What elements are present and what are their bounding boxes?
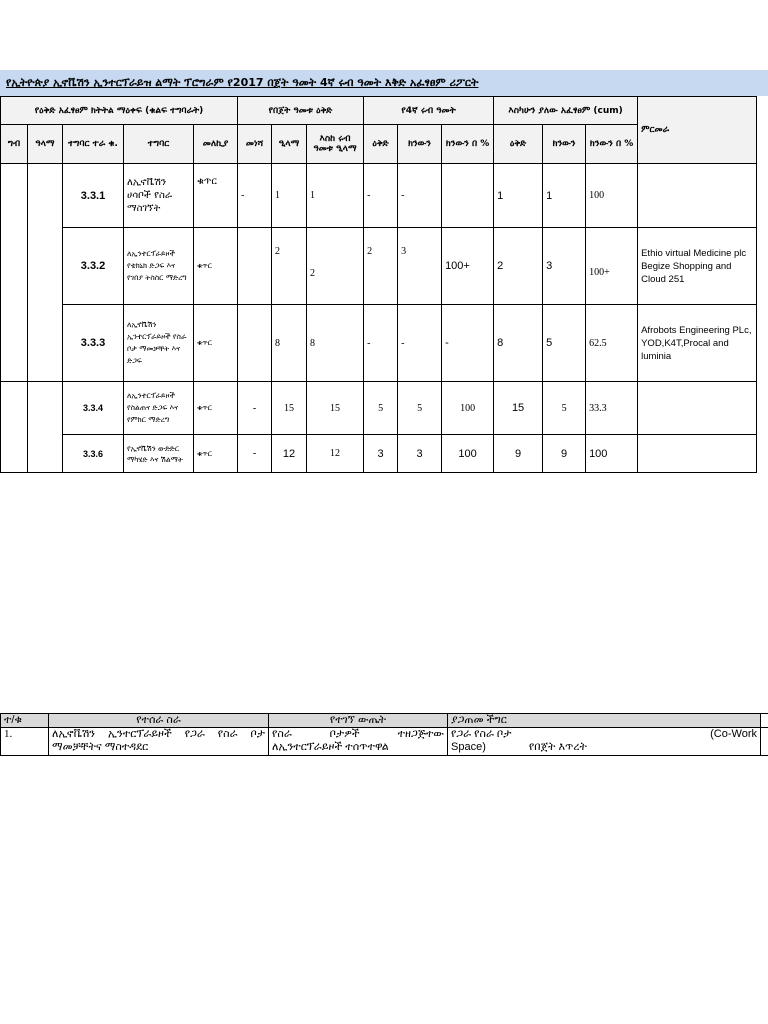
cum-plan-cell: 15 <box>494 382 543 435</box>
challenge-cell <box>448 728 761 756</box>
cum-plan-cell: 1 <box>494 164 543 228</box>
serial-cell: 3.3.4 <box>63 382 124 435</box>
plan-performance-table <box>0 96 757 473</box>
col-cum-pct: ክንውን በ % <box>586 125 638 164</box>
table-row <box>1 435 757 473</box>
quarter-pct-cell: - <box>442 305 494 382</box>
cum-pct-cell: 100+ <box>586 228 638 305</box>
cum-plan-cell: 2 <box>494 228 543 305</box>
goal-cell <box>1 382 28 473</box>
serial-cell: 3.3.1 <box>63 164 124 228</box>
col-serial: ተግባር ተራ ቁ. <box>63 125 124 164</box>
col-result: የተገኘ ውጤት <box>269 714 448 728</box>
quarter-pct-cell: 100 <box>442 435 494 473</box>
col-challenge: ያጋጠመ ችግር <box>448 714 761 728</box>
activity-cell: ለኢኖቬሽን ኢንተርፕራይዞች የስራ ቦታ ማመቻቸት እና ድጋፍ <box>124 305 194 382</box>
objective-cell <box>28 164 63 382</box>
group-header-plan: የዕቅድ አፈፃፀም ክትትል ማዕቀፍ (ቁልፍ ተግባራት) <box>1 97 238 125</box>
cum-pct-cell: 62.5 <box>586 305 638 382</box>
spacer-cell <box>761 714 768 728</box>
col-quarter-actual: ክንውን <box>398 125 442 164</box>
remark-cell <box>638 382 757 435</box>
target-cell: 2 <box>272 228 307 305</box>
cum-actual-cell: 9 <box>543 435 586 473</box>
quarter-actual-cell: 3 <box>398 228 442 305</box>
activity-cell: ለኢንተርፕራይዞች የስልጠና ድጋፍ እና የምክር ማድረግ <box>124 382 194 435</box>
quarter-actual-cell: 3 <box>398 435 442 473</box>
cum-actual-cell: 5 <box>543 382 586 435</box>
quarter-plan-cell: - <box>364 305 398 382</box>
goal-cell <box>1 164 28 382</box>
cum-target-cell: 15 <box>307 382 364 435</box>
cum-actual-cell: 1 <box>543 164 586 228</box>
cum-pct-cell: 100 <box>586 164 638 228</box>
col-number: ተ/ቁ <box>1 714 49 728</box>
cum-actual-cell: 5 <box>543 305 586 382</box>
remark-cell: Afrobots Engineering PLc, YOD,K4T,Procal and luminia <box>638 305 757 382</box>
baseline-cell: - <box>238 382 272 435</box>
baseline-cell: - <box>238 435 272 473</box>
quarter-pct-cell: 100+ <box>442 228 494 305</box>
remark-cell: Ethio virtual Medicine plc Begize Shopping and Cloud 251 <box>638 228 757 305</box>
target-cell: 1 <box>272 164 307 228</box>
col-cum-target: እስከ ሩብ ዓመቱ ዒላማ <box>307 125 364 164</box>
col-baseline: መነሻ <box>238 125 272 164</box>
serial-cell: 3.3.6 <box>63 435 124 473</box>
col-target: ዒላማ <box>272 125 307 164</box>
unit-cell: ቁጥር <box>194 382 238 435</box>
result-cell: የስራ ቦታዎች ተዘጋጅተው ለኢንተርፕራይዞች ተሰጥተዋል <box>269 728 448 756</box>
cum-pct-cell: 100 <box>586 435 638 473</box>
row-number: 1. <box>1 728 49 756</box>
serial-cell: 3.3.3 <box>63 305 124 382</box>
target-cell: 8 <box>272 305 307 382</box>
cum-actual-cell: 3 <box>543 228 586 305</box>
baseline-cell: - <box>238 164 272 228</box>
col-cum-actual: ክንውን <box>543 125 586 164</box>
activity-cell: የኢኖቬሽን ውድድር ማካሄድ እና ሽልማት <box>124 435 194 473</box>
cum-plan-cell: 9 <box>494 435 543 473</box>
activity-cell: ለኢንተርፕራይዞች የቴክኒክ ድጋፍ እና የገበያ ትስስር ማድረግ <box>124 228 194 305</box>
unit-cell: ቁጥር <box>194 435 238 473</box>
quarter-actual-cell: - <box>398 305 442 382</box>
quarter-plan-cell: 5 <box>364 382 398 435</box>
remark-cell <box>638 164 757 228</box>
quarter-pct-cell <box>442 164 494 228</box>
challenge-text-a: የጋራ የስራ ቦታ <box>451 728 512 740</box>
cum-pct-cell: 33.3 <box>586 382 638 435</box>
col-cum-plan: ዕቅድ <box>494 125 543 164</box>
quarter-actual-cell: - <box>398 164 442 228</box>
col-goal: ግብ <box>1 125 28 164</box>
table-row <box>1 382 757 435</box>
task-summary-table <box>0 713 768 756</box>
objective-cell <box>28 382 63 473</box>
unit-cell: ቁጥር <box>194 164 238 228</box>
group-header-annual: የበጀት ዓመቱ ዕቅድ <box>238 97 364 125</box>
group-header-cumulative: እስካሁን ያለው አፈፃፀም (cum) <box>494 97 638 125</box>
challenge-text-b: (Co-Work <box>710 728 757 740</box>
cum-target-cell: 2 <box>307 228 364 305</box>
baseline-cell <box>238 228 272 305</box>
serial-cell: 3.3.2 <box>63 228 124 305</box>
target-cell: 12 <box>272 435 307 473</box>
col-quarter-plan: ዕቅድ <box>364 125 398 164</box>
quarter-plan-cell: 3 <box>364 435 398 473</box>
quarter-plan-cell: - <box>364 164 398 228</box>
cum-target-cell: 1 <box>307 164 364 228</box>
cum-target-cell: 12 <box>307 435 364 473</box>
challenge-text-d: የበጀት እጥረት <box>528 741 587 753</box>
col-objective: ዓላማ <box>28 125 63 164</box>
baseline-cell <box>238 305 272 382</box>
target-cell: 15 <box>272 382 307 435</box>
col-activity: ተግባር <box>124 125 194 164</box>
cum-target-cell: 8 <box>307 305 364 382</box>
quarter-pct-cell: 100 <box>442 382 494 435</box>
table-row <box>1 228 757 305</box>
table-row <box>1 728 768 756</box>
remark-cell <box>638 435 757 473</box>
remark-header: ምርመራ <box>638 97 757 164</box>
report-title: የኢትዮጵያ ኢኖቬሽን ኢንተርፕራይዝ ልማት ፕሮግራም የ2017 በጀት ዓመት 4ኛ ሩብ ዓመት እቅድ አፈፃፀም ሪፖርት <box>6 76 479 89</box>
unit-cell: ቁጥር <box>194 305 238 382</box>
task-cell: ለኢኖቬሽን ኢንተርፕራይዞች የጋራ የስራ ቦታ ማመቻቸትና ማስተዳደር <box>49 728 269 756</box>
group-header-quarter: የ4ኛ ሩብ ዓመት <box>364 97 494 125</box>
unit-cell: ቁጥር <box>194 228 238 305</box>
table-row <box>1 164 757 228</box>
table-row <box>1 305 757 382</box>
challenge-text-c: Space) <box>451 741 486 753</box>
cum-plan-cell: 8 <box>494 305 543 382</box>
quarter-plan-cell: 2 <box>364 228 398 305</box>
col-unit: መለኪያ <box>194 125 238 164</box>
spacer-cell <box>761 728 768 756</box>
quarter-actual-cell: 5 <box>398 382 442 435</box>
col-quarter-pct: ክንውን በ % <box>442 125 494 164</box>
activity-cell: ለኢኖቬሽን ሀሳቦች የስራ ማስገኘት <box>124 164 194 228</box>
col-task: የተሰራ ስራ <box>49 714 269 728</box>
